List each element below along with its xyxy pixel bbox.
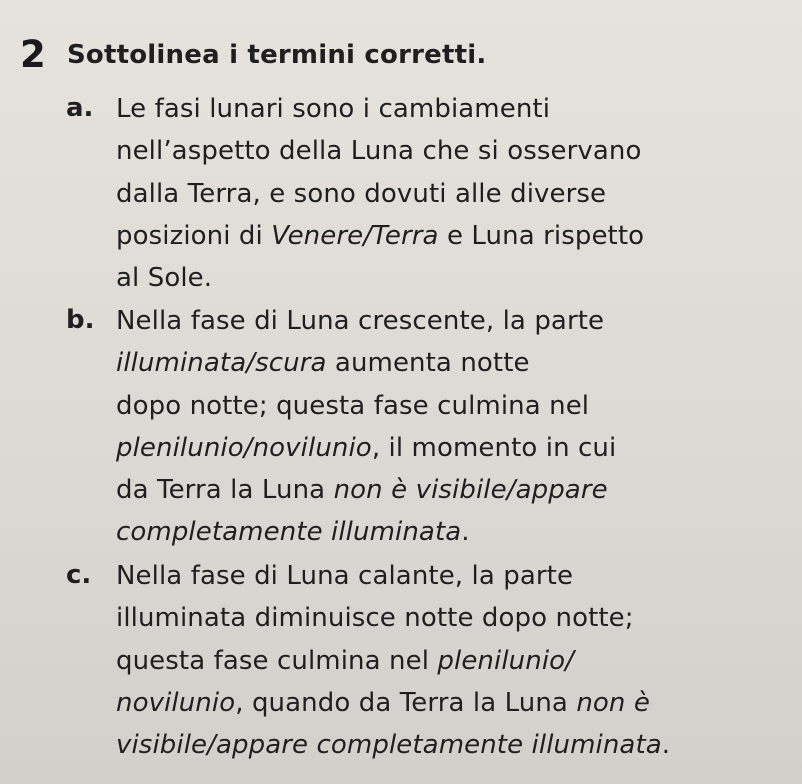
text-segment: . (461, 517, 470, 548)
option-term[interactable]: Venere/Terra (271, 220, 439, 251)
text-line (116, 555, 796, 597)
text-line (116, 173, 796, 215)
option-term[interactable]: novilunio (116, 687, 236, 718)
text-line (116, 724, 796, 766)
text-line (116, 130, 796, 172)
text-segment: questa fase culmina nel (116, 645, 438, 676)
text-line (116, 215, 796, 257)
text-line (116, 511, 796, 553)
text-line (116, 597, 796, 639)
text-segment: aumenta notte (326, 348, 530, 379)
item-a-text (116, 88, 796, 299)
text-segment: illuminata diminuisce notte dopo notte; (116, 603, 634, 634)
text-line (116, 427, 796, 469)
text-segment: , quando da Terra la Luna (235, 687, 577, 718)
text-line (116, 469, 796, 511)
show-through-text (40, 4, 780, 26)
option-term[interactable]: visibile/appare completamente illuminata (116, 730, 662, 761)
item-c-text (116, 555, 796, 766)
text-segment: da Terra la Luna (116, 475, 334, 506)
text-line (116, 342, 796, 384)
item-c-label: c. (66, 560, 92, 590)
item-b-label: b. (66, 305, 95, 335)
text-line (116, 385, 796, 427)
option-term[interactable]: completamente illuminata (116, 517, 462, 548)
text-segment: , il momento in cui (371, 432, 617, 463)
text-segment: Nella fase di Luna crescente, la parte (116, 306, 605, 336)
text-segment: al Sole. (116, 263, 213, 294)
exercise-title: Sottolinea i termini corretti. (67, 40, 487, 70)
option-term[interactable]: non è (576, 687, 650, 718)
option-term[interactable]: plenilunio/ (437, 645, 575, 676)
text-segment: e Luna rispetto (438, 220, 645, 251)
text-segment: dalla Terra, e sono dovuti alle diverse (116, 178, 607, 209)
text-line (116, 640, 796, 682)
item-a-label: a. (66, 93, 94, 123)
text-segment: . (661, 730, 671, 761)
text-line (116, 257, 796, 299)
item-b-text (116, 300, 796, 554)
text-line (116, 88, 796, 130)
text-segment: posizioni di (116, 220, 272, 251)
text-segment: Nella fase di Luna calante, la parte (116, 561, 574, 591)
text-segment: nell’aspetto della Luna che si osservano (116, 136, 642, 167)
text-line (116, 682, 796, 724)
option-term[interactable]: illuminata/scura (116, 348, 327, 379)
text-segment: Le fasi lunari sono i cambiamenti (116, 94, 551, 124)
option-term[interactable]: plenilunio/novilunio (116, 432, 372, 463)
exercise-number: 2 (20, 33, 46, 76)
text-segment: dopo notte; questa fase culmina nel (116, 390, 590, 421)
option-term[interactable]: non è visibile/appare (333, 475, 608, 506)
text-line (116, 300, 796, 342)
